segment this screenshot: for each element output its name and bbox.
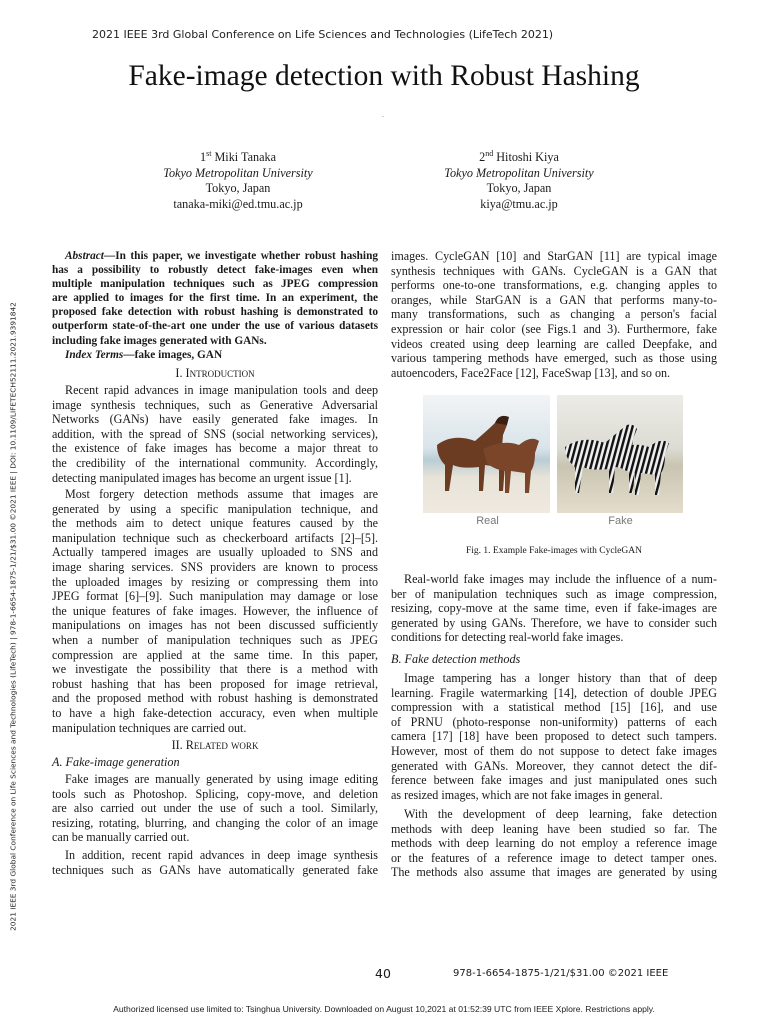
text-line: image synthesis techniques, such as Generative Adversarial [52,397,378,412]
text-line: ber of manipulation techniques such as image compression, [391,586,717,601]
text-line: proposed fake detection with robust hashing is demonstrated to [52,306,378,319]
text-line: generated with GANs. Moreover, they cannot detect the dif- [391,758,717,773]
paragraph [391,572,717,645]
text-line: learning. Fragile watermarking [14], detection of double JPEG [391,685,717,700]
text-line: Real-world fake images may include the influence of a num- [404,572,717,586]
paragraph [391,249,717,380]
figure-label-fake: Fake [608,515,633,527]
text-line: Networks (GANs) have easily generated fake images. In [52,412,378,427]
author-1 [88,146,388,212]
abstract-text [52,249,378,348]
text-line: techniques such as GANs have automatically generated fake [52,862,378,877]
index-terms-text: —fake images, GAN [123,348,223,361]
author-location: Tokyo, Japan [486,181,552,196]
text-line: the uploaded images by resizing or compressing them into [52,574,378,589]
text-line: conditions for detecting real-world fake images. [391,630,624,645]
author-ordinal: 2 [479,150,486,165]
conference-header: 2021 IEEE 3rd Global Conference on Life Sciences and Technologies (LifeTech 2021) [92,28,554,41]
author-email: tanaka-miki@ed.tmu.ac.jp [173,196,303,211]
text-line: Actually tampered images are usually uploaded to SNS and [52,545,378,560]
author-2 [369,146,669,212]
isbn-copyright: 978-1-6654-1875-1/21/$31.00 ©2021 IEEE [453,968,669,979]
text-line: Image tampering has a longer history than that of deep [404,671,717,685]
title-dot: . [382,110,384,119]
figure-label-real: Real [476,515,499,527]
author-affiliation: Tokyo Metropolitan University [444,165,594,180]
text-line: outperform state-of-the-art one under the use of various datasets [52,320,378,333]
subsection-heading: A. Fake-image generation [52,755,180,769]
paragraph [52,848,378,877]
text-line: the methods aim to detect unique features caused by the [52,516,378,531]
text-line: manipulation technique such as checkerboard artifacts [2]–[5]. [52,530,378,545]
text-line: of PRNU (photo-response non-uniformity) patterns of each [391,714,717,729]
text-line: as resized images, which are not fake images in general. [391,787,663,802]
paragraph [52,383,378,485]
author-affiliation: Tokyo Metropolitan University [163,165,313,180]
text-line: the unique features of fake images. However, the influence of [52,603,378,618]
text-line: manipulation techniques are carried out. [52,720,247,735]
text-line: resizing, rotating, blurring, and changing the color of an image [52,815,378,830]
text-line: to have a high fake-detection accuracy, even when multiple [52,705,378,720]
text-line: The methods also assume that images are generated by using [391,865,717,880]
text-line: autoencoders, Face2Face [12], FaceSwap [13], and so on. [391,365,671,380]
text-line: Fake images are manually generated by using image editing [65,772,378,786]
paper-title: Fake-image detection with Robust Hashing [128,60,640,92]
index-terms-label: Index Terms [65,348,124,361]
page-number: 40 [375,966,391,981]
text-line: can be manually carried out. [52,830,190,845]
text-line: resizing, copy-move at the same time, even if fake-images are [391,601,717,616]
text-line: camera [17] [18] have been proposed to detect such tampers. [391,729,717,744]
author-ordinal-suffix: nd [485,149,494,158]
abstract-line-text: —In this paper, we investigate whether robust hashing [103,250,378,262]
abstract-label: Abstract [65,250,104,262]
text-line: ference between fake images and just manipulated ones such [391,773,717,788]
text-line: compression are applied at the same time. In this paper, [52,647,378,662]
figure-caption: Fig. 1. Example Fake-images with CycleGAN [466,546,642,556]
text-line: or the features of a reference image to detect tamper ones. [391,850,717,865]
text-line: multiple manipulation techniques such as JPEG compression [52,278,378,291]
text-line: generated by using GANs. Therefore, we have to consider such [391,615,717,630]
text-line: the existence of fake images has become a major threat to [52,441,378,456]
text-line: has a possibility to robustly detect fake-images even when [52,264,378,277]
text-line: Recent rapid advances in image manipulation tools and deep [65,383,378,397]
text-line: performs one-to-one transformations, e.g. changing apples to [391,278,717,293]
text-line: JPEG format [6]–[9]. Such manipulation may damage or lose [52,589,378,604]
text-line: With the development of deep learning, fake detection [404,807,717,821]
text-line: various tampering methods have emerged, such as those using [391,351,717,366]
text-line: generated by using a specific manipulation technique, and [52,501,378,516]
figure-fake-image [557,395,683,513]
author-location: Tokyo, Japan [205,181,271,196]
text-line: including fake images generated with GANs. [52,334,267,347]
text-line: robust hashing that has been proposed for image retrieval, [52,676,378,691]
text-line: image sharing services. SNS providers are known to process [52,559,378,574]
paragraph [52,487,378,735]
text-line: However, most of them do not suppose to detect fake images [391,743,717,758]
text-line: and the proposed method with robust hashing is demonstrated [52,691,378,706]
text-line: the credibility of the international community. Accordingly, [52,455,378,470]
author-email: kiya@tmu.ac.jp [480,196,558,211]
paragraph [52,772,378,845]
fake-zebras-image [557,395,683,513]
figure-real-image [423,395,550,513]
author-ordinal-suffix: st [206,149,212,158]
text-line: compression with a statistical method [15] [16], and use [391,700,717,715]
text-line: images. CycleGAN [10] and StarGAN [11] are typical image [391,249,717,263]
abstract [52,249,378,362]
author-name: Hitoshi Kiya [493,150,559,165]
paragraph [391,671,717,802]
text-line [52,249,378,263]
text-line: methods with deep learning do not employ a reference image [391,836,717,851]
section-heading-related-work: II. Related work [171,738,259,752]
author-ordinal: 1 [199,150,207,165]
section-heading-introduction: I. Introduction [175,366,255,380]
text-line: methods with deep leaning have been studied so far. The [391,821,717,836]
real-horses-image [423,395,550,513]
text-line: are also carried out under the use of such a tool. Similarly, [52,801,378,816]
text-line: Most forgery detection methods assume that images are [65,487,378,501]
text-line: manipulations on images has not been discussed sufficiently [52,618,378,633]
text-line: are applied to images for the first time. In an experiment, the [52,292,378,305]
authorized-use-notice: Authorized licensed use limited to: Tsinghua University. Downloaded on August 10,2021 at 01:52:39 UTC from IEEE Xplore. Restrictions apply. [113,1004,655,1014]
text-line: when a number of manipulation techniques such as JPEG [52,632,378,647]
text-line: we investigate the possibility that there is a method with [52,662,378,677]
text-line: videos created using deep learning are called Deepfake, and [391,336,717,351]
text-line: oranges, while StarGAN is a GAN that performs many-to- [391,292,717,307]
text-line: many transformations, such as changing a person's facial [391,307,717,322]
index-terms [52,348,378,362]
text-line: expression or hair color (see Figs.1 and 3). Furthermore, fake [391,321,717,336]
text-line: tools such as Photoshop. Splicing, copy-move, and deletion [52,786,378,801]
subsection-heading: B. Fake detection methods [391,652,521,666]
text-line: synthesis techniques with GANs. CycleGAN is a GAN that [391,263,717,278]
paragraph [391,807,717,880]
text-line: In addition, recent rapid advances in deep image synthesis [65,848,378,862]
text-line: addition, with the spread of SNS (social networking services), [52,426,378,441]
side-doi-note: 2021 IEEE 3rd Global Conference on Life Sciences and Technologies (LifeTech) | 978-1-6654-1875-1/21/$31.00 ©2021 IEEE | DOI: 10.1109/LIFETECH52111.2021.9391842 [8,302,18,931]
text-line: detecting manipulated images has become an urgent issue [1]. [52,470,352,485]
author-name: Miki Tanaka [211,150,277,165]
